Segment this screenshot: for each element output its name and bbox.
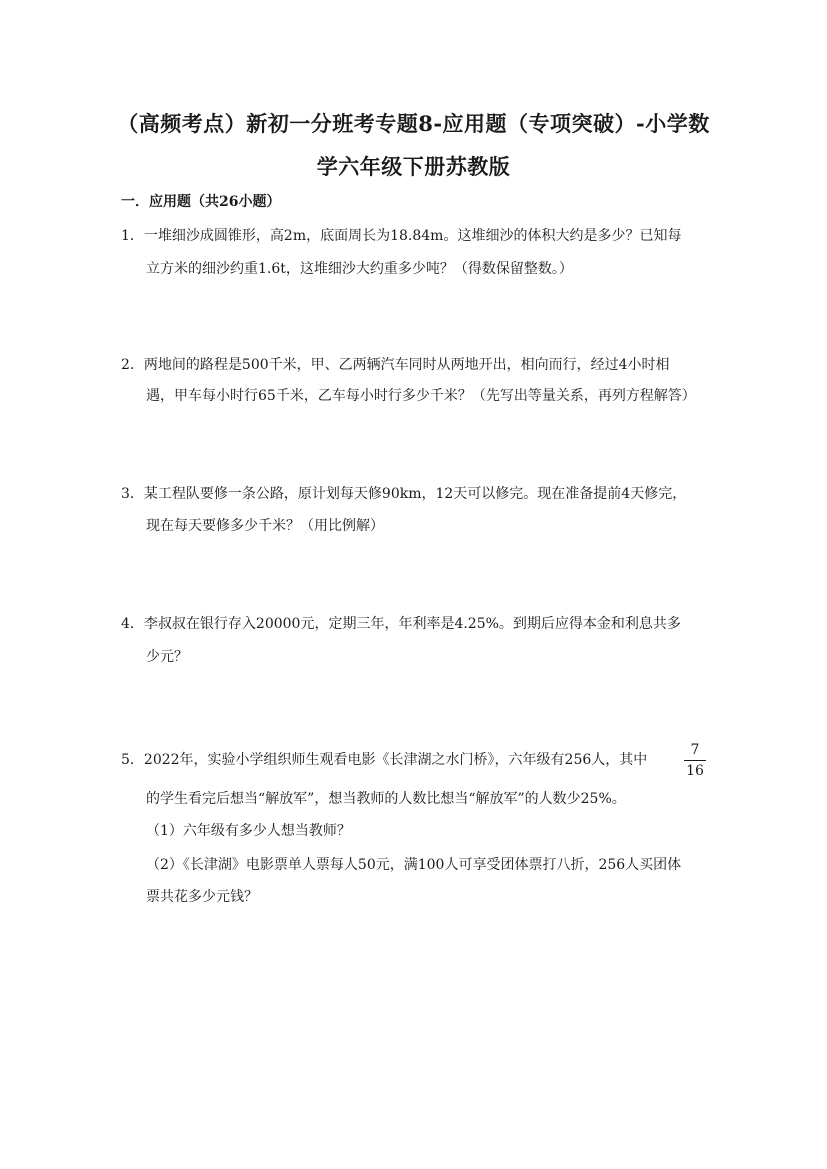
q5-fraction-numerator: 7 bbox=[690, 742, 700, 758]
q2-line1: 2．两地间的路程是500千米，甲、乙两辆汽车同时从两地开出，相向而行，经过4小时相 bbox=[121, 357, 670, 373]
fraction-bar bbox=[684, 760, 706, 761]
q5-line1: 5．2022年，实验小学组织师生观看电影《长津湖之水门桥》，六年级有256人，其中 bbox=[121, 752, 648, 768]
q1-line1: 1．一堆细沙成圆锥形，高2m，底面周长为18.84m。这堆细沙的体积大约是多少？已知每 bbox=[121, 228, 682, 244]
q5-sub2-line2: 票共花多少元钱？ bbox=[146, 889, 258, 905]
q3-line1: 3．某工程队要修一条公路，原计划每天修90km，12天可以修完。现在准备提前4天修完， bbox=[121, 486, 687, 502]
q2-line2: 遇，甲车每小时行65千米，乙车每小时行多少千米？（先写出等量关系，再列方程解答） bbox=[146, 388, 696, 404]
q5-fraction bbox=[682, 743, 708, 778]
q4-line2: 少元？ bbox=[146, 649, 188, 665]
section-heading: 一．应用题（共26小题） bbox=[121, 194, 281, 210]
doc-title-line2: 学六年级下册苏教版 bbox=[316, 154, 511, 179]
doc-title-line1: （高频考点）新初一分班考专题8-应用题（专项突破）-小学数 bbox=[117, 111, 710, 136]
q5-sub2-line1: （2）《长津湖》电影票单人票每人50元，满100人可享受团体票打八折，256人买团体 bbox=[146, 857, 682, 873]
q5-sub1: （1）六年级有多少人想当教师？ bbox=[146, 823, 351, 839]
q4-line1: 4．李叔叔在银行存入20000元，定期三年，年利率是4.25%。到期后应得本金和利息共多 bbox=[121, 616, 681, 632]
q5-fraction-denominator: 16 bbox=[686, 763, 704, 779]
q5-line2: 的学生看完后想当“解放军”，想当教师的人数比想当“解放军”的人数少25%。 bbox=[146, 791, 626, 807]
q1-line2: 立方米的细沙约重1.6t，这堆细沙大约重多少吨？（得数保留整数。） bbox=[146, 261, 573, 277]
q3-line2: 现在每天要修多少千米？（用比例解） bbox=[146, 518, 384, 534]
